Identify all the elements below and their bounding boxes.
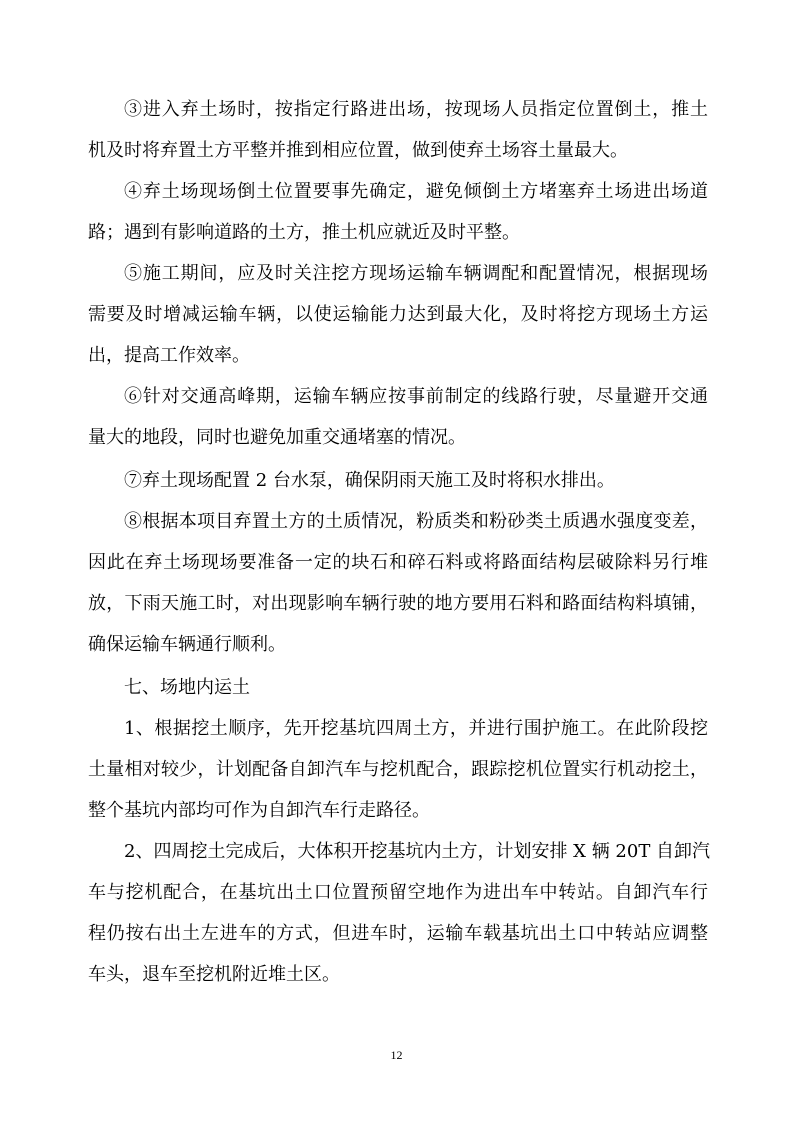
paragraph-line: ④弃土场现场倒土位置要事先确定，避免倾倒土方堵塞弃土场进出场道 (124, 181, 708, 202)
paragraph-line: 放，下雨天施工时，对出现影响车辆行驶的地方要用石料和路面结构料填铺， (88, 593, 708, 614)
paragraph-line: 车与挖机配合，在基坑出土口位置预留空地作为进出车中转站。自卸汽车行 (88, 882, 708, 903)
paragraph-line: 程仍按右出土左进车的方式，但进车时，运输车载基坑出土口中转站应调整 (88, 923, 708, 944)
paragraph-line: 确保运输车辆通行顺利。 (88, 634, 286, 655)
paragraph-line: ③进入弃土场时，按指定行路进出场，按现场人员指定位置倒土，推土 (124, 99, 708, 120)
paragraph-line: 因此在弃土场现场要准备一定的块石和碎石料或将路面结构层破除料另行堆 (88, 552, 708, 573)
page-number: 12 (390, 1048, 403, 1062)
paragraph-line: ⑤施工期间，应及时关注挖方现场运输车辆调配和配置情况，根据现场 (124, 263, 708, 284)
paragraph-line: ⑧根据本项目弃置土方的土质情况，粉质类和粉砂类土质遇水强度变差， (124, 511, 708, 532)
paragraph-line: 路；遇到有影响道路的土方，推土机应就近及时平整。 (88, 222, 520, 243)
paragraph-line: 土量相对较少，计划配备自卸汽车与挖机配合，跟踪挖机位置实行机动挖土， (88, 759, 708, 780)
paragraph-line: 量大的地段，同时也避免加重交通堵塞的情况。 (88, 427, 466, 448)
paragraph-line: 需要及时增减运输车辆，以使运输能力达到最大化，及时将挖方现场土方运 (88, 304, 708, 325)
paragraph-line: 1、根据挖土顺序，先开挖基坑四周土方，并进行围护施工。在此阶段挖 (124, 718, 708, 739)
paragraph-line: 出，提高工作效率。 (88, 345, 250, 366)
paragraph-line: 机及时将弃置土方平整并推到相应位置，做到使弃土场容土量最大。 (88, 140, 628, 161)
paragraph-line: 整个基坑内部均可作为自卸汽车行走路径。 (88, 800, 430, 821)
section-heading: 七、场地内运土 (124, 677, 250, 698)
paragraph-line: 2、四周挖土完成后，大体积开挖基坑内土方，计划安排 X 辆 20T 自卸汽 (124, 841, 711, 862)
paragraph-line: 车头，退车至挖机附近堆土区。 (88, 964, 340, 985)
paragraph-line: ⑦弃土现场配置 2 台水泵，确保阴雨天施工及时将积水排出。 (124, 470, 615, 491)
paragraph-line: ⑥针对交通高峰期，运输车辆应按事前制定的线路行驶，尽量避开交通 (124, 386, 708, 407)
